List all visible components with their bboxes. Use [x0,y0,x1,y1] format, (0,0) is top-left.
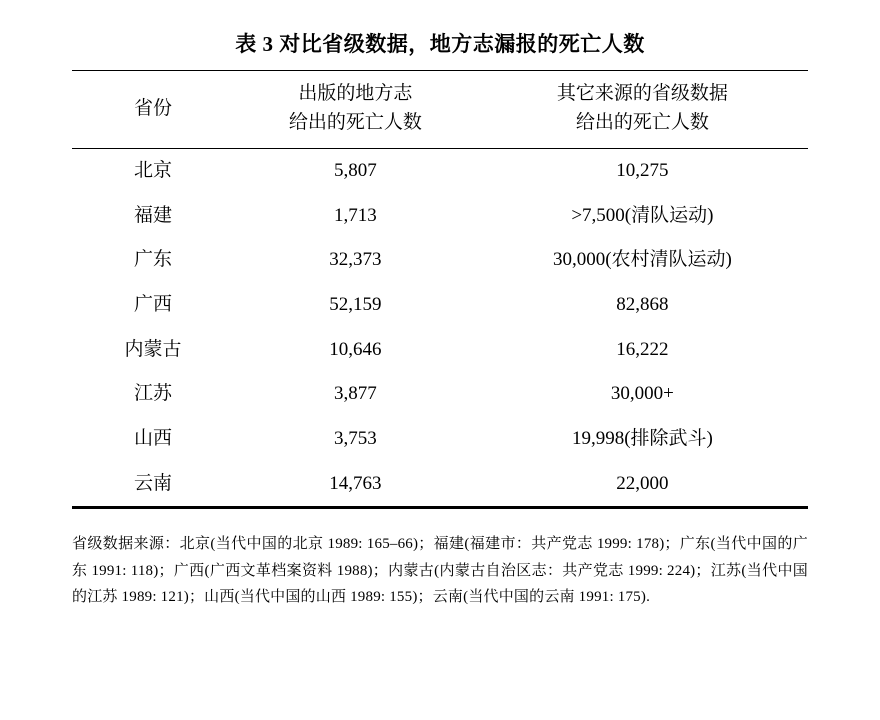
cell-province: 福建 [133,204,172,226]
cell-other-source: 82,868 [616,293,669,315]
cell-other-source: 16,222 [616,338,669,360]
header-cell-gazetteer [234,71,477,149]
header-line-other-1: 其它来源的省级数据 [556,83,728,104]
table-row [72,417,808,462]
cell-gazetteer: 5,807 [333,159,377,181]
header-row [72,71,808,149]
header-cell-province [72,71,234,149]
table-row [72,238,808,283]
table-row [72,194,808,239]
table-body [72,148,808,508]
header-line-gazetteer-2: 给出的死亡人数 [288,112,422,134]
cell-gazetteer: 32,373 [329,249,382,271]
table-row [72,372,808,417]
table-row [72,462,808,508]
header-line-other-2: 给出的死亡人数 [575,112,709,134]
cell-province: 北京 [133,159,172,181]
cell-province: 江苏 [133,383,172,405]
cell-province: 广西 [133,293,172,315]
cell-gazetteer: 52,159 [329,293,382,315]
cell-other-source: 30,000+ [610,383,674,405]
cell-province: 山西 [133,428,172,449]
cell-other-source: 19,998(排除武斗) [571,428,713,449]
cell-gazetteer: 10,646 [329,338,382,360]
cell-other-source: 10,275 [616,159,669,181]
cell-gazetteer: 1,713 [333,204,377,226]
cell-gazetteer: 3,877 [333,383,377,405]
table-header [72,71,808,149]
table-row [72,328,808,373]
cell-gazetteer: 14,763 [234,462,477,508]
table-source-note: 省级数据来源：北京(当代中国的北京 1989: 165–66)；福建(福建市：共产党志 1999: 178)；广东(当代中国的广东 1991: 118)；广西(广西文革档案资料 1988)；内蒙古(内蒙古自治区志：共产党志 1999: 224)；江苏(当代中国的江苏 1989: 121)；山西(当代中国的山西 1989: 155)；云南(当代中国的云南 1991: 175). [72,536,808,605]
mortality-table [72,70,808,509]
cell-other-source: >7,500(清队运动) [571,204,714,226]
cell-other-source: 22,000 [477,462,808,508]
header-cell-other-source [477,71,808,149]
header-line-province-1: 省份 [133,97,172,119]
cell-gazetteer: 3,753 [333,428,377,449]
header-line-gazetteer-1: 出版的地方志 [298,83,413,104]
table-row [72,283,808,328]
cell-other-source: 30,000(农村清队运动) [552,249,732,271]
table-title: 表 3 对比省级数据，地方志漏报的死亡人数 [235,32,645,56]
cell-province: 云南 [72,462,234,508]
cell-province: 广东 [133,249,172,271]
table-row [72,148,808,193]
cell-province: 内蒙古 [124,338,182,360]
